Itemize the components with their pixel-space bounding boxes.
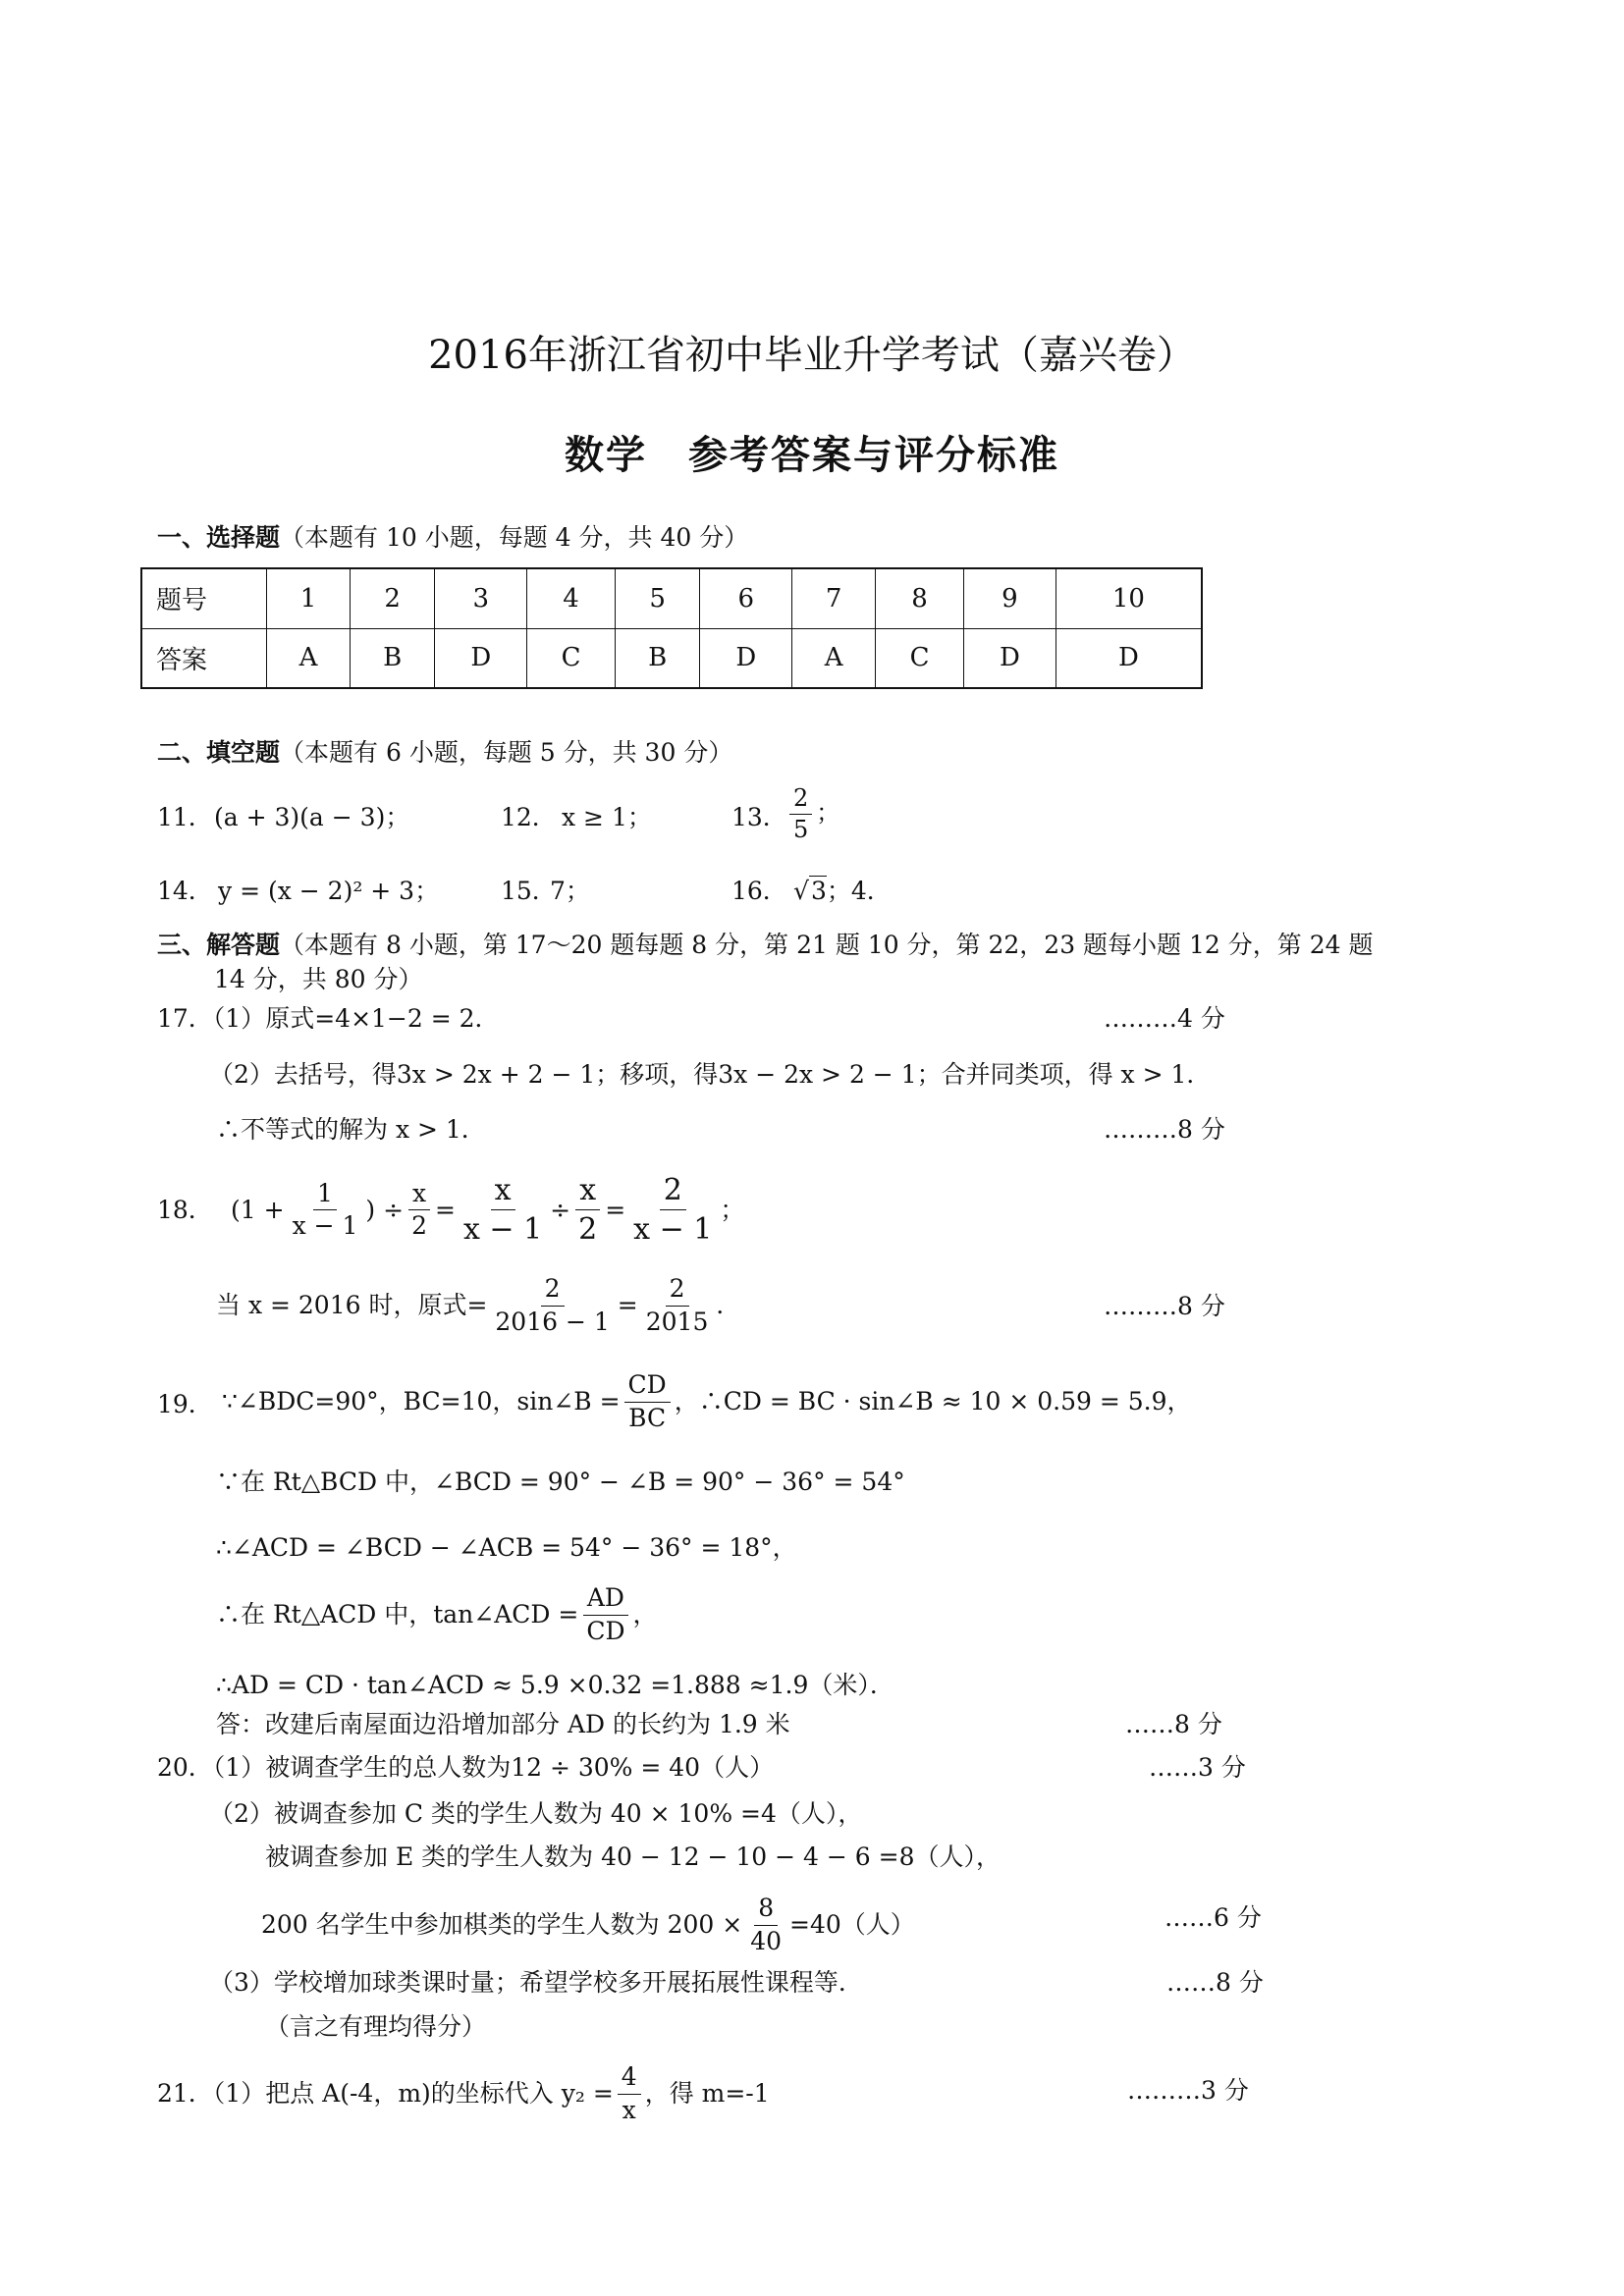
fraction: $\frac{x}{x - 1}$	[462, 1173, 543, 1247]
table-cell: 4	[527, 568, 616, 628]
q20-line5: （3）学校增加球类课时量；希望学校多开展拓展性课程等．	[209, 1968, 863, 1997]
fraction: $\frac{CD}{BC}$	[624, 1369, 671, 1434]
q20-line6: （言之有理均得分）	[265, 2012, 487, 2041]
section3-note-line2: 14 分，共 80 分）	[214, 965, 423, 993]
table-cell: 10	[1056, 568, 1202, 628]
q17-line2: （2）去括号，得3x > 2x + 2 − 1；移项，得3x − 2x > 2 − 1；合并同类项，得 x > 1．	[209, 1060, 1212, 1089]
fraction: $\frac{1}{x - 1}$	[292, 1178, 358, 1240]
fraction: $\frac{4}{x}$	[618, 2061, 641, 2126]
table-cell: 7	[792, 568, 876, 628]
table-cell: D	[1056, 628, 1202, 688]
q16-label: 16．	[731, 877, 787, 905]
fraction: $\frac{AD}{CD}$	[582, 1582, 628, 1647]
q20-line4: 200 名学生中参加棋类的学生人数为 200 × $\frac{8}{40}$ =40（人）	[261, 1893, 915, 1957]
q18-score: ………8 分	[1104, 1292, 1225, 1320]
q20-line3: 被调查参加 E 类的学生人数为 40 − 12 − 10 − 4 − 6 =8（人），	[265, 1842, 1001, 1871]
q19-score: ……8 分	[1125, 1710, 1222, 1738]
q17-score2: ………8 分	[1104, 1115, 1225, 1144]
table-cell: 8	[876, 568, 964, 628]
fraction: $\frac{8}{40}$	[750, 1894, 783, 1955]
table-row-numbers	[141, 568, 1202, 628]
section2-heading: 二、填空题	[157, 738, 281, 767]
table-cell: C	[876, 628, 964, 688]
table-cell: 9	[963, 568, 1056, 628]
page-subtitle: 数学 参考答案与评分标准	[565, 433, 1059, 478]
q20-score3: ……8 分	[1166, 1968, 1264, 1997]
q19-label: 19．	[157, 1390, 213, 1418]
table-cell: C	[527, 628, 616, 688]
sqrt-icon: √	[793, 877, 809, 905]
fraction: $\frac{2}{2015}$	[645, 1274, 709, 1336]
section1-note: （本题有 10 小题，每题 4 分，共 40 分）	[280, 523, 749, 552]
q20-score1: ……3 分	[1149, 1753, 1246, 1782]
table-cell: A	[267, 628, 351, 688]
q19-line4: ∴在 Rt△ACD 中，tan∠ACD = $\frac{AD}{CD}$ ，	[216, 1582, 658, 1647]
q19-line2: ∵在 Rt△BCD 中，∠BCD = 90° − ∠B = 90° − 36° = 54°	[216, 1468, 905, 1496]
q14-label: 14．	[157, 877, 213, 905]
q17-score1: ………4 分	[1104, 1004, 1225, 1033]
table-cell-label: 题号	[141, 568, 267, 628]
table-cell: 3	[435, 568, 527, 628]
table-cell-label: 答案	[141, 628, 267, 688]
q13-label: 13．	[731, 803, 787, 831]
answer-table	[140, 567, 1203, 689]
section1-heading-line	[157, 523, 748, 553]
q18-label: 18．	[157, 1196, 213, 1224]
q16-answer: √3；4．	[793, 877, 892, 905]
fraction: $\frac{2}{x - 1}$	[633, 1173, 713, 1247]
table-cell: D	[435, 628, 527, 688]
q11-answer: (a + 3)(a − 3)；	[214, 803, 410, 831]
q20-line2: （2）被调查参加 C 类的学生人数为 40 × 10% =4（人），	[209, 1799, 863, 1828]
table-row-answers	[141, 628, 1202, 688]
section3-note-line1: （本题有 8 小题，第 17～20 题每题 8 分，第 21 题 10 分，第 22，23 题每小题 12 分，第 24 题	[280, 931, 1374, 959]
fraction: $\frac{2}{2016 - 1}$	[495, 1274, 610, 1336]
q19-line1: ∵∠BDC=90°，BC=10，sin∠B = $\frac{CD}{BC}$ ，∴CD = BC · sin∠B ≈ 10 × 0.59 = 5.9，	[222, 1369, 1192, 1434]
q20-score2: ……6 分	[1164, 1903, 1262, 1932]
page-title: 2016年浙江省初中毕业升学考试（嘉兴卷）	[428, 333, 1196, 378]
q21-score: ………3 分	[1127, 2076, 1249, 2105]
q14-answer: y = (x − 2)² + 3；	[218, 877, 440, 905]
q13-answer: $\frac{2}{5}$ ；	[785, 783, 839, 845]
q18-expression: (1 + $\frac{1}{x - 1}$ ) ÷ $\frac{x}{2}$ = $\frac{x}{x - 1}$ ÷ $\frac{x}{2}$ = $\frac{2}{x - 1}$ ；	[231, 1173, 745, 1247]
table-cell: D	[700, 628, 792, 688]
q11-label: 11．	[157, 803, 213, 831]
table-cell: 5	[615, 568, 699, 628]
q19-line6: 答：改建后南屋面边沿增加部分 AD 的长约为 1.9 米	[216, 1710, 790, 1738]
table-cell: D	[963, 628, 1056, 688]
fraction: $\frac{x}{2}$	[407, 1178, 431, 1243]
table-cell: 6	[700, 568, 792, 628]
q17-line1: 17．（1）原式=4×1−2 = 2．	[157, 1004, 500, 1033]
q21-line1: 21．（1）把点 A(-4，m)的坐标代入 y₂ = $\frac{4}{x}$ ，得 m=-1	[157, 2061, 770, 2126]
q17-line3: ∴不等式的解为 x > 1．	[216, 1115, 486, 1144]
section2-note: （本题有 6 小题，每题 5 分，共 30 分）	[280, 738, 733, 767]
q12-label: 12．	[501, 803, 557, 831]
section1-heading: 一、选择题	[157, 523, 281, 552]
q20-line1: 20．（1）被调查学生的总人数为12 ÷ 30% = 40（人）	[157, 1753, 775, 1782]
q12-answer: x ≥ 1；	[562, 803, 652, 831]
table-cell: 2	[350, 568, 434, 628]
table-cell: B	[350, 628, 434, 688]
q19-line3: ∴∠ACD = ∠BCD − ∠ACB = 54° − 36° = 18°，	[216, 1533, 797, 1562]
section3-heading: 三、解答题	[157, 931, 281, 959]
section2-heading-line	[157, 738, 732, 768]
table-cell: A	[792, 628, 876, 688]
section3-heading-line	[157, 931, 1373, 960]
table-cell: 1	[267, 568, 351, 628]
q15-answer: 7；	[550, 877, 590, 905]
fraction: $\frac{x}{2}$	[574, 1171, 601, 1249]
table-cell: B	[615, 628, 699, 688]
fraction: $\frac{2}{5}$	[789, 783, 812, 845]
q19-line5: ∴AD = CD · tan∠ACD ≈ 5.9 ×0.32 =1.888 ≈1.9（米）．	[216, 1671, 894, 1699]
q15-label: 15．	[501, 877, 557, 905]
q18-line2: 当 x = 2016 时，原式= $\frac{2}{2016 - 1}$ = $\frac{2}{2015}$ ．	[216, 1273, 740, 1338]
